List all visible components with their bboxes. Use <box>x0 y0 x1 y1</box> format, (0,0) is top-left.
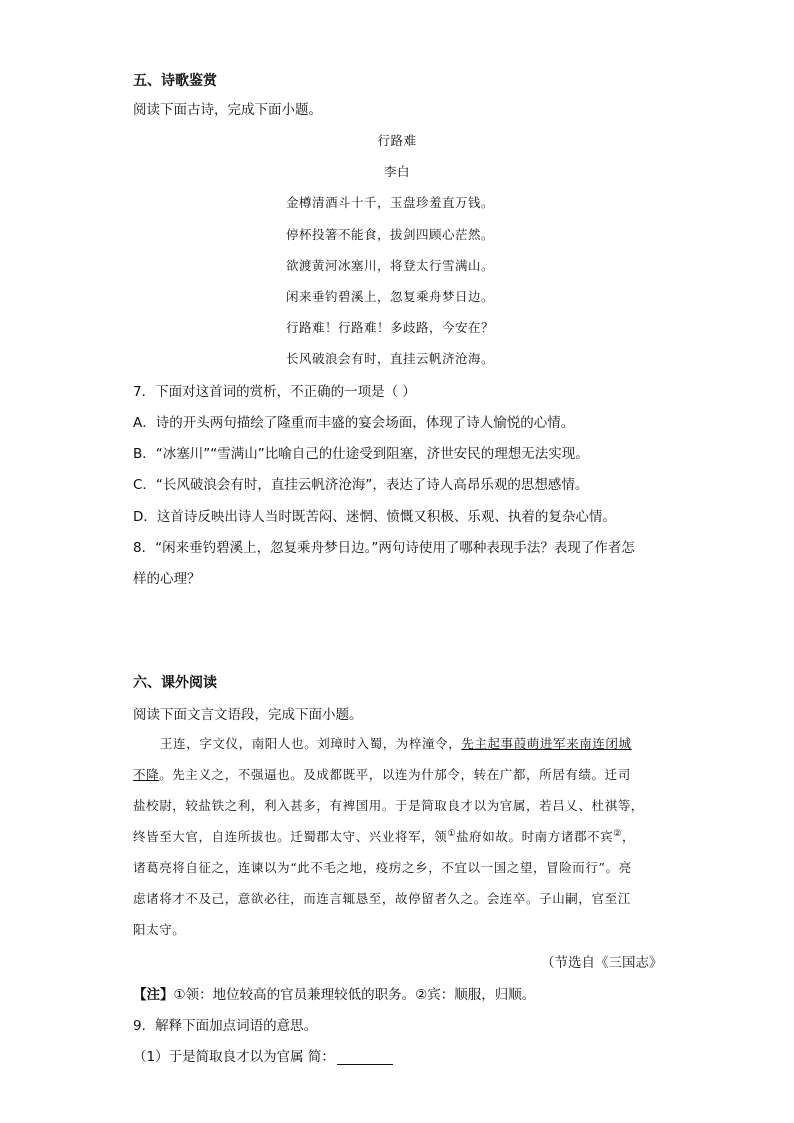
underlined-sentence: 先主起事葭萌进军来南连闭城 <box>461 736 632 751</box>
footnote <box>133 983 535 1003</box>
passage-line: 虑诸将才不及己，意欲必往，而连言辄恳至，故停留者久之。会连卒。子山嗣，官至江 <box>133 891 631 906</box>
passage-text: ， <box>621 829 636 844</box>
q9-stem: 9．解释下面加点词语的意思。 <box>133 1018 318 1034</box>
footnote-marker: ② <box>613 828 622 839</box>
q9-item1-text: （1）于是简取良才以为官属 简： <box>133 1049 335 1065</box>
q7-option-d: D．这首诗反映出诗人当时既苦闷、迷惘、愤慨又积极、乐观、执着的复杂心情。 <box>133 509 616 525</box>
passage-text: 。先主义之，不强逼也。及成都既平，以连为什邡令，转在广都，所居有绩。迁司 <box>159 767 631 782</box>
passage-source: （节选自《三国志》 <box>541 955 663 971</box>
passage-line <box>160 734 632 752</box>
poem-author: 李白 <box>383 164 410 179</box>
passage-line: 阳太守。 <box>133 922 186 937</box>
q7-option-c: C．“长风破浪会有时，直挂云帆济沧海”，表达了诗人高昂乐观的思想感情。 <box>133 477 589 493</box>
poem-line: 欲渡黄河冰塞川，将登太行雪满山。 <box>286 258 495 273</box>
q7-option-a: A．诗的开头两句描绘了隆重而丰盛的宴会场面，体现了诗人愉悦的心情。 <box>133 415 575 431</box>
q8-line1: 8．“闲来垂钓碧溪上，忽复乘舟梦日边。”两句诗使用了哪种表现手法？表现了作者怎 <box>133 540 635 556</box>
poem-line: 闲来垂钓碧溪上，忽复乘舟梦日边。 <box>286 289 495 304</box>
passage-line <box>133 827 635 845</box>
passage-text: 王连，字文仪，南阳人也。刘璋时入蜀，为梓潼令， <box>160 736 462 751</box>
footnote-marker: ① <box>447 828 457 839</box>
section5-heading: 五、诗歌鉴赏 <box>133 73 217 89</box>
passage-line: 诸葛亮将自征之，连谏以为“此不毛之地，疫疠之乡，不宜以一国之望，冒险而行”。亮 <box>133 860 632 875</box>
q7-stem: 7．下面对这首词的赏析，不正确的一项是（ ） <box>133 384 416 400</box>
poem-line: 行路难！行路难！多歧路，今安在？ <box>286 320 495 335</box>
section6-instruction: 阅读下面文言文语段，完成下面小题。 <box>133 707 363 723</box>
q9-item1 <box>133 1045 393 1065</box>
note-text: ①领：地位较高的官员兼理较低的职务。②宾：顺服，归顺。 <box>173 987 536 1003</box>
passage-line <box>133 765 631 783</box>
passage-line: 盐校尉，较盐铁之利，利入甚多，有裨国用。于是简取良才以为官属，若吕乂、杜祺等， <box>133 798 644 813</box>
answer-blank[interactable] <box>337 1052 393 1065</box>
passage-text: 盐府如故。时南方诸郡不宾 <box>456 829 614 844</box>
section5-instruction: 阅读下面古诗，完成下面小题。 <box>133 102 322 118</box>
section6-heading: 六、课外阅读 <box>133 675 217 691</box>
poem-line: 长风破浪会有时，直挂云帆济沧海。 <box>286 351 495 366</box>
q7-option-b: B．“冰塞川”“雪满山”比喻自己的仕途受到阻塞，济世安民的理想无法实现。 <box>133 446 589 462</box>
q8-line2: 样的心理？ <box>133 571 201 587</box>
note-label: 【注】 <box>133 987 174 1003</box>
passage-text: 终皆至大官，自连所拔也。迁蜀郡太守、兴业将军，领 <box>133 829 448 844</box>
poem-title: 行路难 <box>377 133 417 148</box>
underlined-sentence: 不降 <box>133 767 160 782</box>
poem-line: 停杯投箸不能食，拔剑四顾心茫然。 <box>286 227 495 242</box>
poem-line: 金樽清酒斗十千，玉盘珍羞直万钱。 <box>286 195 495 210</box>
